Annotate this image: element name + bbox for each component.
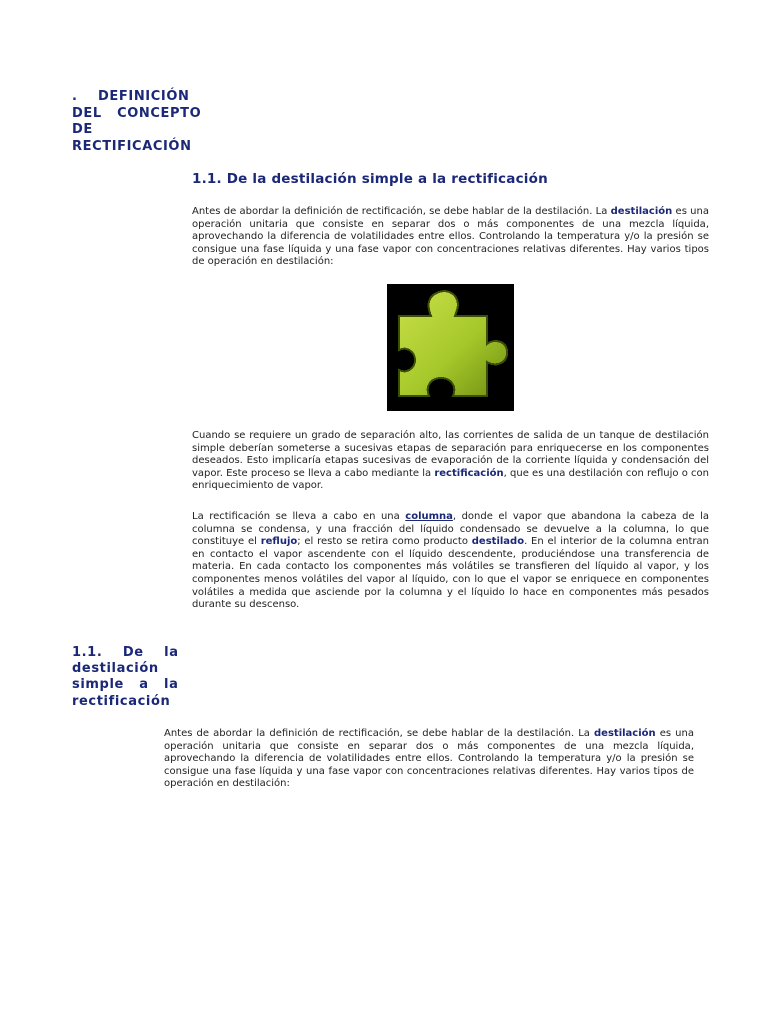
heading-line: RECTIFICACIÓN [72, 138, 192, 154]
heading-line: rectificación [72, 693, 171, 709]
heading-line: destilación [72, 661, 159, 677]
section-heading-destilacion [72, 645, 179, 710]
paragraph-columna: La rectificación se lleva a cabo en una columna, donde el vapor que abandona la cabeza de la columna se condensa, y una fracción del líquido condensado se devuelve a la columna, lo que constituye el reflujo; el resto se retira como producto destilado. En el interior de la columna entran en contacto el vapor ascendente con el líquido descendente, produciéndose una transferencia de materia. En cada contacto los componentes más volátiles se transfieren del líquido al vapor, y los componentes menos volátiles del vapor al líquido, con lo que el vapor se enriquece en componentes volátiles a medida que asciende por la columna y el líquido lo hace en componentes más pesados durante su descenso. [192, 511, 709, 611]
section-heading-definicion [72, 89, 202, 155]
keyword-destilacion: destilación [610, 206, 673, 217]
paragraph-rectificacion-intro: Cuando se requiere un grado de separación alto, las corrientes de salida de un tanque de destilación simple deberían someterse a sucesivas etapas de separación para enriquecerse en los componentes deseados. Esto implicaría etapas sucesivas de evaporación de la corriente líquida y condensación del vapor. Este proceso se lleva a cabo mediante la rectificación, que es una destilación con reflujo o con enriquecimiento de vapor. [192, 430, 709, 492]
keyword-rectificacion: rectificación [434, 467, 504, 479]
heading-line: 1.1. De la [72, 645, 179, 660]
heading-line: DEL CONCEPTO [72, 105, 202, 121]
puzzle-piece-icon [387, 284, 514, 411]
heading-line: DE [72, 122, 93, 137]
paragraph-destilacion-repeat: Antes de abordar la definición de rectificación, se debe hablar de la destilación. La destilación es una operación unitaria que consiste en separar dos o más componentes de una mezcla líquida, aprovechando la diferencia de volatilidades entre ellos. Controlando la temperatura y/o la presión se consigue una fase líquida y una fase vapor con concentraciones relativas diferentes. Hay varios tipos de operación en destilación: [164, 728, 694, 790]
puzzle-piece-image [387, 284, 514, 411]
heading-line: simple a la [72, 677, 179, 693]
keyword-reflujo: reflujo [260, 536, 298, 548]
heading-line: . DEFINICIÓN [72, 89, 190, 104]
keyword-columna: columna [405, 511, 453, 522]
keyword-destilacion: destilación [594, 728, 656, 739]
subsection-heading: 1.1. De la destilación simple a la rectificación [192, 171, 548, 187]
paragraph-destilacion: Antes de abordar la definición de rectificación, se debe hablar de la destilación. La destilación es una operación unitaria que consiste en separar dos o más componentes de una mezcla líquida, aprovechando la diferencia de volatilidades entre ellos. Controlando la temperatura y/o la presión se consigue una fase líquida y una fase vapor con concentraciones relativas diferentes. Hay varios tipos de operación en destilación: [192, 206, 709, 268]
keyword-destilado: destilado [471, 536, 525, 548]
